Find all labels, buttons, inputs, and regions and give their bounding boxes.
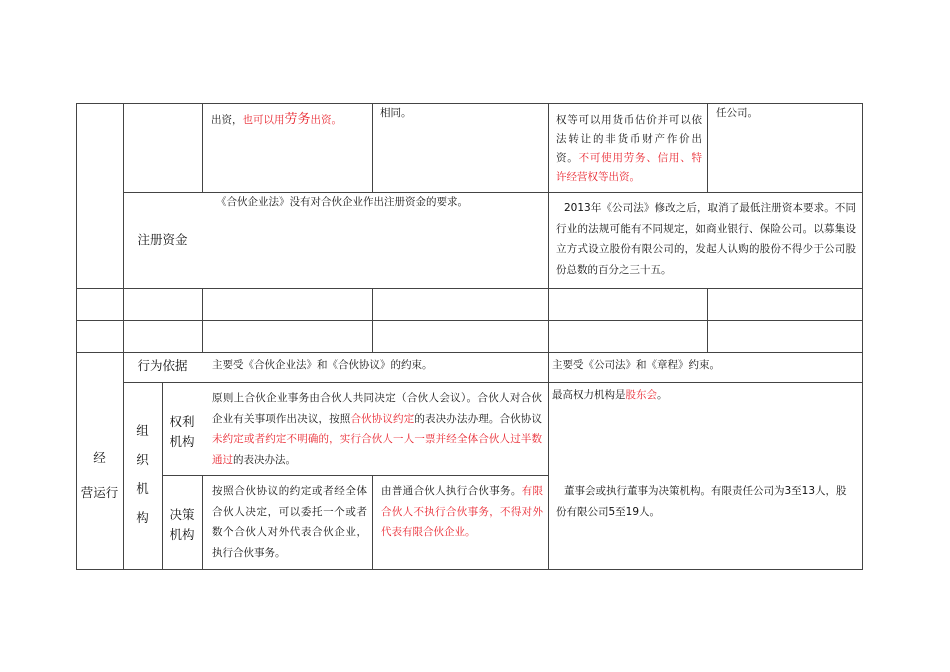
highlight-text: 也可以用 <box>242 114 285 126</box>
organization-label <box>123 416 162 532</box>
text-span: 相同。 <box>380 107 412 119</box>
text-span: 的表决办法。 <box>233 453 296 466</box>
grid-line <box>76 352 862 353</box>
grid-line <box>123 382 862 383</box>
power-body-partnership <box>212 388 542 470</box>
grid-line <box>707 288 708 352</box>
highlight-text: 合伙协议约定 <box>350 412 415 425</box>
decision-body-company: 董事会或执行董事为决策机构。有限责任公司为3至13人，股份有限公司5至19人。 <box>556 485 847 518</box>
highlight-text: 不可使用劳务、信用、特许经营权等出资。 <box>556 152 703 183</box>
label-text: 机构 <box>169 434 195 449</box>
grid-line <box>548 103 549 570</box>
text-span: 的表决办法办理。合伙协议 <box>414 412 543 425</box>
highlight-text: 劳务 <box>284 112 311 127</box>
highlight-text: 出资。 <box>310 114 343 126</box>
label-text: 机构 <box>169 527 195 542</box>
registered-capital-company: 2013年《公司法》修改之后，取消了最低注册资本要求。不同行业的法规可能有不同规定，如商业银行、保险公司。以募集设立方式设立股份有限公司的，发起人认购的股份不得少于公司股份总数的百分之三十五。 <box>556 202 856 276</box>
label-text: 机 <box>136 481 149 496</box>
registered-capital-partnership: 《合伙企业法》没有对合伙企业作出注册资金的要求。 <box>216 196 468 208</box>
text-span: 原则上合伙企业事务由合伙人共同决定（合伙人会议）。合伙人对合伙企业有关事项作出决议，按照 <box>212 392 542 425</box>
grid-line <box>202 475 203 570</box>
capital-contribution-company-cell <box>556 111 702 187</box>
label-text: 组 <box>136 423 149 438</box>
text-span: 权等可以用货币估价并可以依法转让的非货币财产作价出资。 <box>556 114 702 164</box>
registered-capital-label: 注册资金 <box>137 232 188 247</box>
text-span: 任公司。 <box>716 107 758 119</box>
grid-line <box>162 475 548 476</box>
power-body-company <box>552 386 852 405</box>
highlight-text: 未约定或者约定不明确的，实行合伙人一人一票并经全体合伙人过半数通过 <box>212 433 542 466</box>
basis-company: 主要受《公司法》和《章程》约束。 <box>552 359 720 371</box>
grid-line <box>372 103 373 193</box>
text-span: 由普通合伙人执行合伙事务。 <box>381 485 522 497</box>
grid-line <box>76 569 862 570</box>
capital-contribution-llc-cell <box>716 104 856 123</box>
highlight-text: 有限合伙人不执行合伙事务，不得对外代表有限合伙企业。 <box>381 485 544 538</box>
capital-contribution-partnership-cell <box>211 110 369 130</box>
grid-line <box>202 288 203 352</box>
label-text: 经 <box>93 450 106 465</box>
basis-partnership: 主要受《合伙企业法》和《合伙协议》的约束。 <box>212 359 433 371</box>
label-text: 决策 <box>169 507 195 522</box>
label-text: 营运行 <box>80 485 119 500</box>
grid-line <box>372 475 373 570</box>
text-span: 。 <box>657 389 668 401</box>
highlight-text: 股东会 <box>625 389 657 401</box>
text-span: 最高权力机构是 <box>552 389 626 401</box>
basis-label: 行为依据 <box>137 358 188 373</box>
decision-body-limited-partnership <box>381 481 543 543</box>
grid-line <box>707 103 708 193</box>
label-text: 织 <box>136 452 149 467</box>
power-body-label <box>162 412 202 452</box>
decision-body-general-partnership: 按照合伙协议的约定或者经全体合伙人决定，可以委托一个或者数个合伙人对外代表合伙企业，执行合伙事务。 <box>212 485 367 559</box>
grid-line <box>76 288 862 289</box>
text-span: 出资， <box>211 114 243 126</box>
capital-contribution-limited-cell <box>380 104 540 123</box>
operation-group-label <box>76 440 123 510</box>
grid-line <box>372 288 373 352</box>
grid-line <box>202 103 203 193</box>
grid-line <box>862 103 863 570</box>
grid-line <box>76 320 862 321</box>
decision-body-label <box>162 505 202 545</box>
label-text: 构 <box>136 510 149 525</box>
label-text: 权利 <box>169 414 195 429</box>
